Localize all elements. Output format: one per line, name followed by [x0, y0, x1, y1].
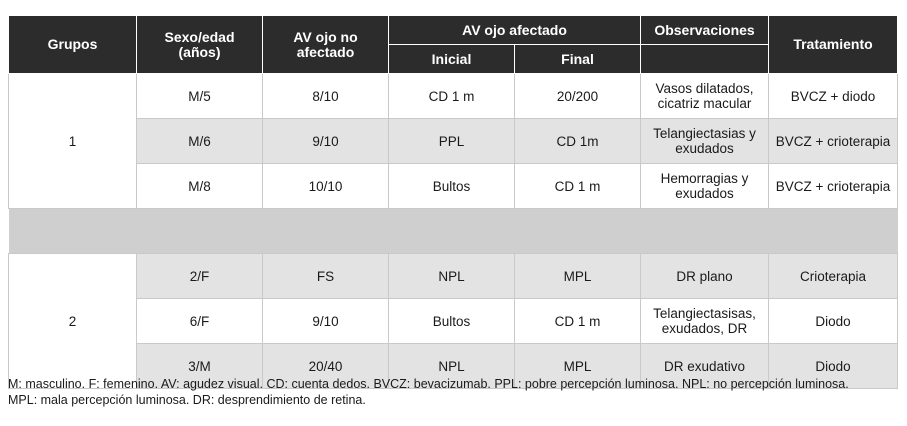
group-label: 2 — [9, 254, 137, 389]
cell-final: MPL — [515, 344, 641, 389]
cell-observaciones: DR exudativo — [641, 344, 769, 389]
cell-final: MPL — [515, 254, 641, 299]
cell-observaciones: Telangiectasisas, exudados, DR — [641, 299, 769, 344]
group-label: 1 — [9, 74, 137, 209]
cell-inicial: Bultos — [389, 164, 515, 209]
header-observaciones-blank — [641, 45, 769, 74]
cell-tratamiento: Diodo — [769, 299, 898, 344]
header-observaciones: Observaciones — [641, 16, 769, 45]
cell-sexo-edad: M/8 — [137, 164, 263, 209]
footnote-line-1: M: masculino. F: femenino. AV: agudez visual. CD: cuenta dedos. BVCZ: bevacizumab. PPL: pobre percepción luminosa. NPL: no percepción luminosa. — [8, 377, 849, 391]
cell-tratamiento: BVCZ + diodo — [769, 74, 898, 119]
cell-tratamiento: BVCZ + crioterapia — [769, 119, 898, 164]
cell-sexo-edad: M/5 — [137, 74, 263, 119]
cell-sexo-edad: 2/F — [137, 254, 263, 299]
header-av-no-afectado: AV ojo no afectado — [263, 16, 389, 74]
cell-sexo-edad: M/6 — [137, 119, 263, 164]
cell-observaciones: Hemorragias y exudados — [641, 164, 769, 209]
header-tratamiento: Tratamiento — [769, 16, 898, 74]
results-table — [8, 15, 898, 389]
cell-tratamiento: BVCZ + crioterapia — [769, 164, 898, 209]
footnote-line-2: MPL: mala percepción luminosa. DR: desprendimiento de retina. — [8, 393, 366, 407]
cell-av-no: 9/10 — [263, 299, 389, 344]
table-row — [9, 119, 898, 164]
cell-av-no: 20/40 — [263, 344, 389, 389]
table-row — [9, 299, 898, 344]
header-inicial: Inicial — [389, 45, 515, 74]
cell-av-no: 9/10 — [263, 119, 389, 164]
cell-sexo-edad: 3/M — [137, 344, 263, 389]
header-final: Final — [515, 45, 641, 74]
table-row — [9, 164, 898, 209]
cell-tratamiento: Diodo — [769, 344, 898, 389]
table-row — [9, 74, 898, 119]
cell-inicial: CD 1 m — [389, 74, 515, 119]
cell-av-no: 8/10 — [263, 74, 389, 119]
header-sexo-edad: Sexo/edad (años) — [137, 16, 263, 74]
cell-observaciones: Telangiectasias y exudados — [641, 119, 769, 164]
cell-final: CD 1 m — [515, 164, 641, 209]
cell-inicial: Bultos — [389, 299, 515, 344]
group-separator — [9, 209, 898, 254]
cell-inicial: NPL — [389, 254, 515, 299]
table-row — [9, 254, 898, 299]
cell-av-no: 10/10 — [263, 164, 389, 209]
cell-final: CD 1m — [515, 119, 641, 164]
cell-sexo-edad: 6/F — [137, 299, 263, 344]
header-grupos: Grupos — [9, 16, 137, 74]
cell-final: CD 1 m — [515, 299, 641, 344]
header-av-afectado: AV ojo afectado — [389, 16, 641, 45]
cell-inicial: PPL — [389, 119, 515, 164]
cell-av-no: FS — [263, 254, 389, 299]
cell-observaciones: Vasos dilatados, cicatriz macular — [641, 74, 769, 119]
cell-observaciones: DR plano — [641, 254, 769, 299]
cell-final: 20/200 — [515, 74, 641, 119]
cell-inicial: NPL — [389, 344, 515, 389]
cell-tratamiento: Crioterapia — [769, 254, 898, 299]
table-footnote — [8, 376, 900, 408]
